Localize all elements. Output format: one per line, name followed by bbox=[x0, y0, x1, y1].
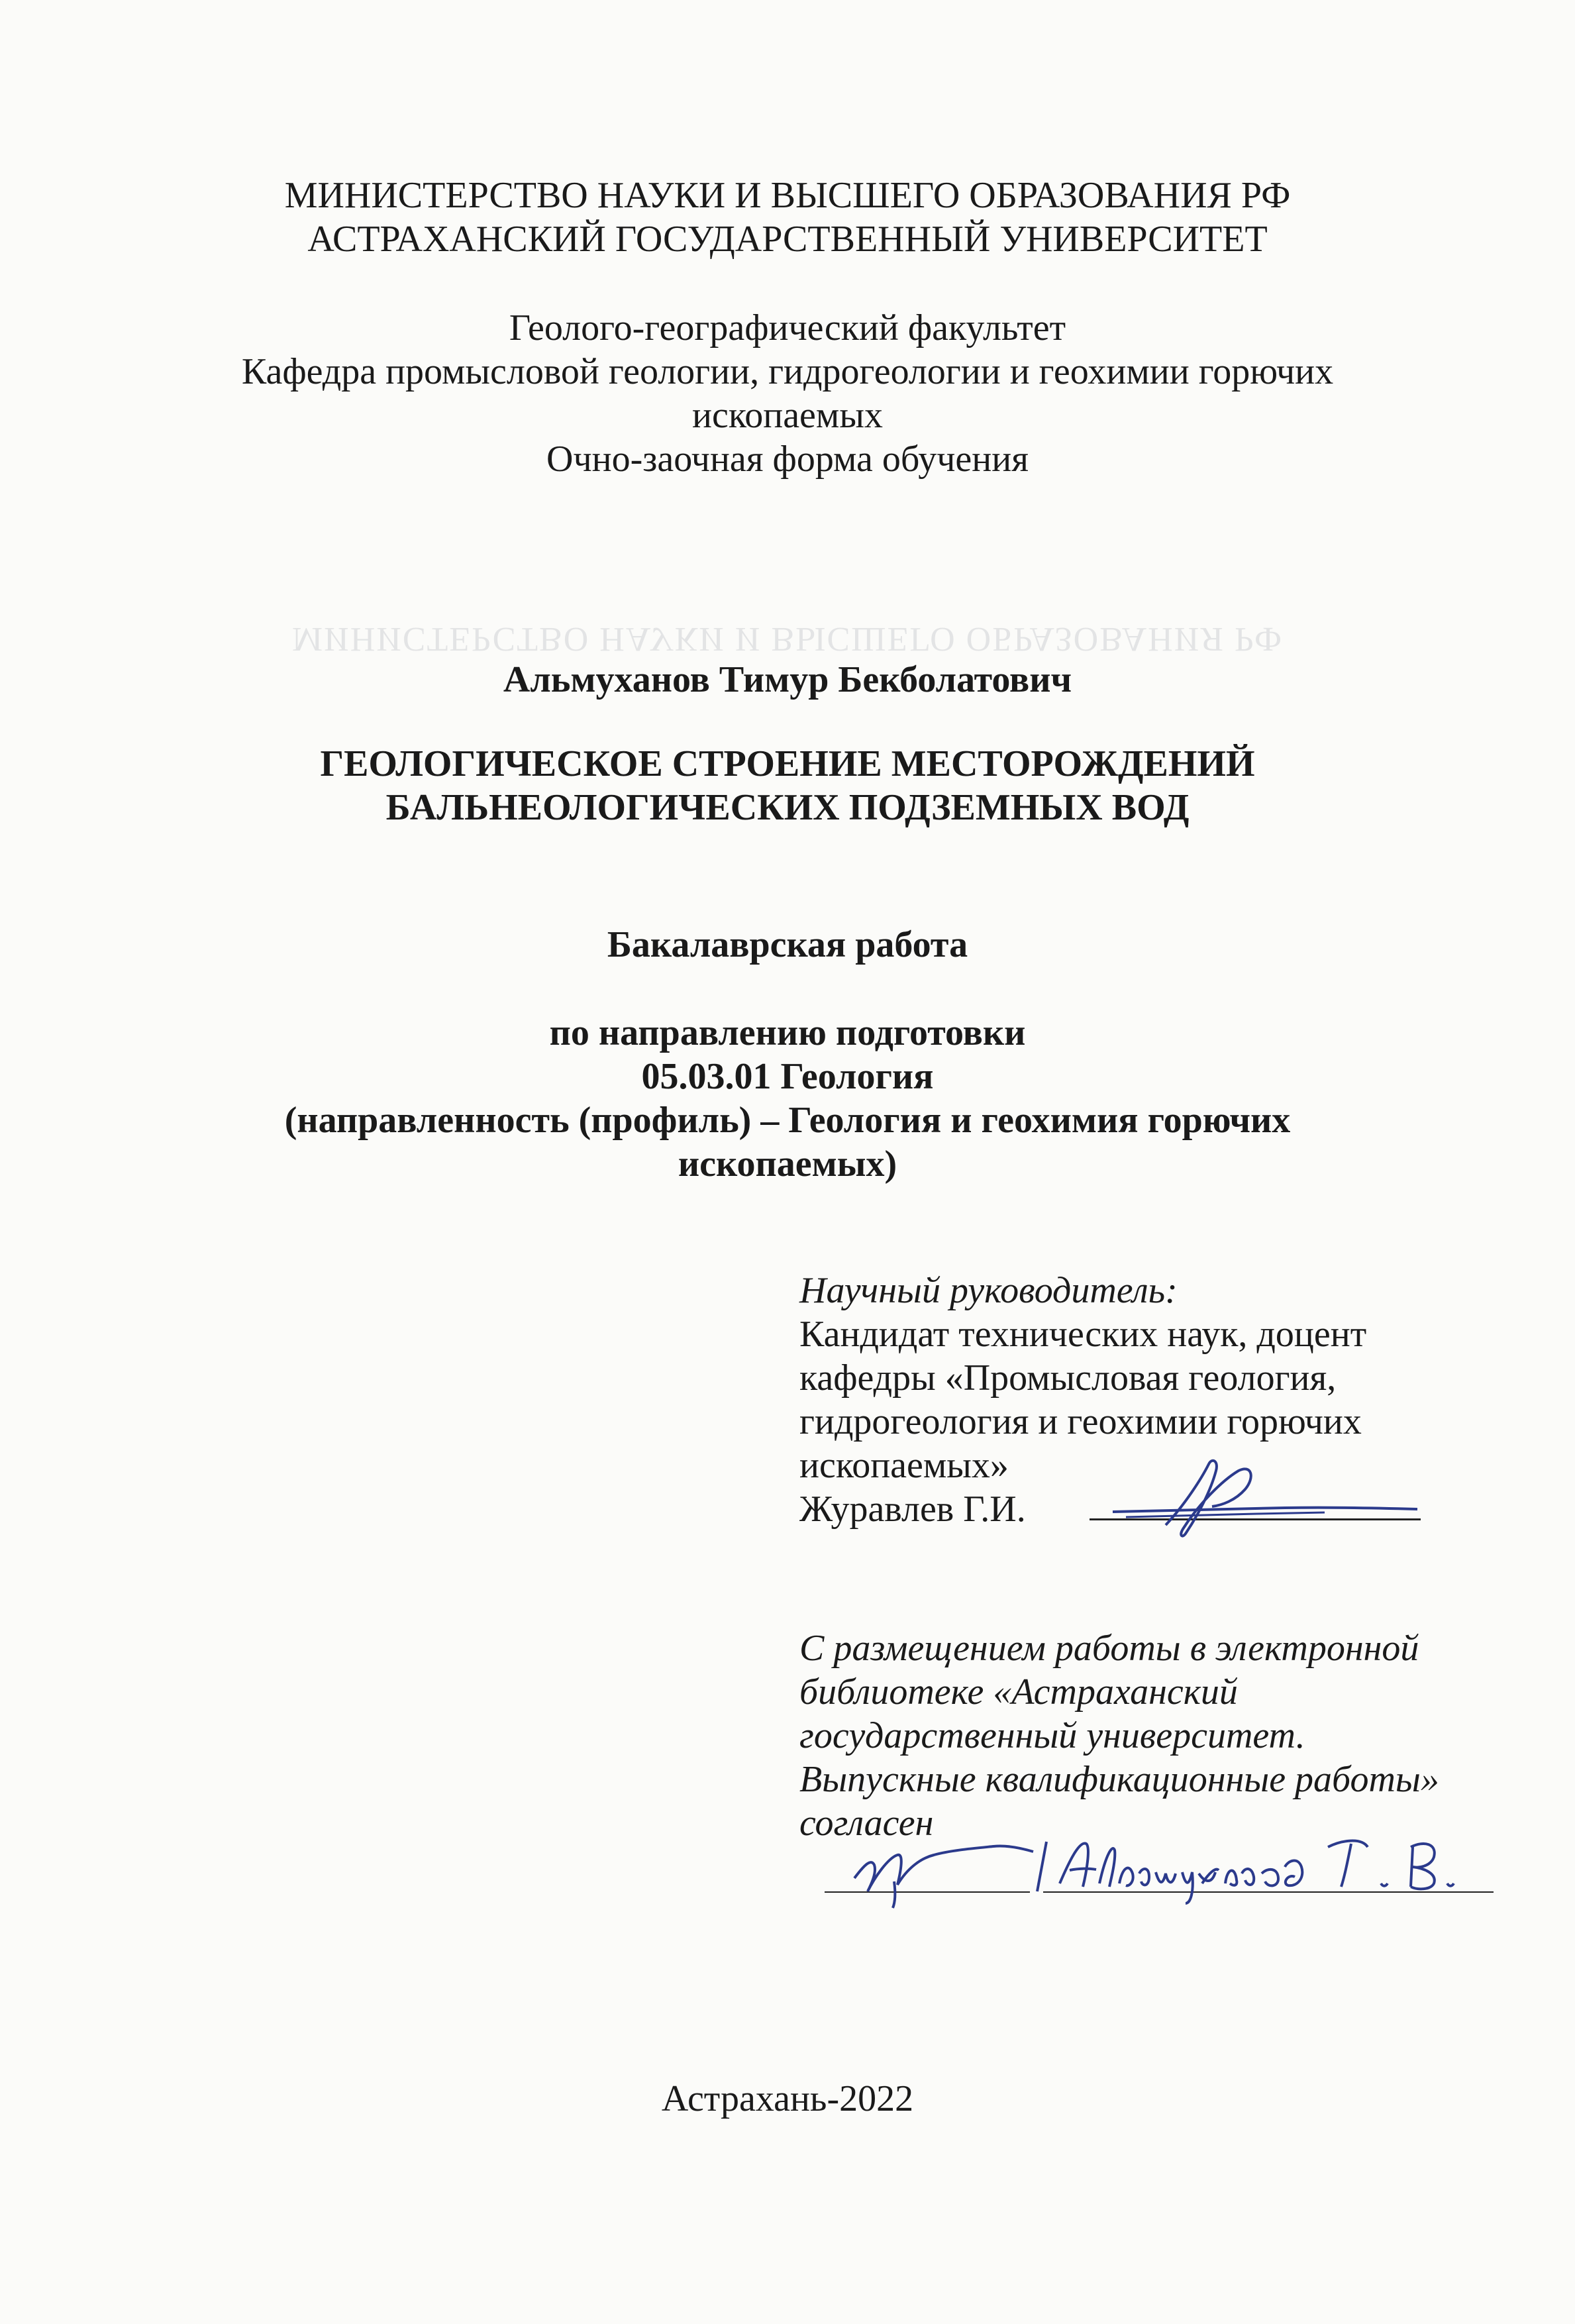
program-intro: по направлению подготовки bbox=[549, 1012, 1026, 1053]
show-through-text: МИНИСТЕРСТВО НАУКИ И ВЫСШЕГО ОБРАЗОВАНИЯ РФ bbox=[291, 620, 1284, 658]
thesis-title-line-2: БАЛЬНЕОЛОГИЧЕСКИХ ПОДЗЕМНЫХ ВОД bbox=[385, 787, 1190, 828]
consent-line-1: С размещением работы в электронной bbox=[799, 1628, 1419, 1669]
city-year: Астрахань-2022 bbox=[661, 2078, 914, 2119]
program-block bbox=[0, 1011, 1575, 1186]
supervisor-line-3: гидрогеология и геохимии горючих bbox=[799, 1401, 1362, 1442]
program-profile-line-1: (направленность (профиль) – Геология и геохимия горючих bbox=[284, 1100, 1291, 1141]
thesis-title-line-1: ГЕОЛОГИЧЕСКОЕ СТРОЕНИЕ МЕСТОРОЖДЕНИЙ bbox=[320, 743, 1255, 784]
study-form-line: Очно-заочная форма обучения bbox=[546, 439, 1029, 480]
supervisor-label: Научный руководитель: bbox=[799, 1270, 1178, 1311]
supervisor-name: Журавлев Г.И. bbox=[799, 1489, 1026, 1530]
student-signature bbox=[835, 1819, 1046, 1911]
consent-block bbox=[799, 1626, 1495, 1845]
slash-mark bbox=[1032, 1835, 1052, 1895]
program-profile-line-2: ископаемых) bbox=[678, 1143, 897, 1185]
supervisor-line-4: ископаемых» bbox=[799, 1445, 1009, 1486]
university-line: АСТРАХАНСКИЙ ГОСУДАРСТВЕННЫЙ УНИВЕРСИТЕТ bbox=[307, 219, 1268, 260]
header-institution bbox=[0, 174, 1575, 261]
supervisor-line-2: кафедры «Промысловая геология, bbox=[799, 1357, 1337, 1399]
program-code: 05.03.01 Геология bbox=[641, 1056, 934, 1097]
student-handwritten-name bbox=[1050, 1821, 1513, 1907]
header-department bbox=[0, 306, 1575, 481]
ministry-line: МИНИСТЕРСТВО НАУКИ И ВЫСШЕГО ОБРАЗОВАНИЯ РФ bbox=[284, 175, 1291, 216]
department-line-1: Кафедра промысловой геологии, гидрогеологии и геохимии горючих bbox=[241, 351, 1334, 392]
thesis-title bbox=[0, 742, 1575, 829]
supervisor-signature bbox=[1086, 1451, 1431, 1550]
consent-line-2: библиотеке «Астраханский bbox=[799, 1671, 1238, 1713]
faculty-line: Геолого-географический факультет bbox=[509, 307, 1066, 348]
department-line-2: ископаемых bbox=[692, 395, 883, 436]
author-name: Альмуханов Тимур Бекболатович bbox=[503, 659, 1072, 700]
consent-line-3: государственный университет. bbox=[799, 1715, 1305, 1756]
supervisor-line-1: Кандидат технических наук, доцент bbox=[799, 1314, 1367, 1355]
work-type: Бакалаврская работа bbox=[607, 924, 968, 965]
consent-line-4: Выпускные квалификационные работы» bbox=[799, 1759, 1439, 1800]
consent-line-5: согласен bbox=[799, 1803, 934, 1844]
